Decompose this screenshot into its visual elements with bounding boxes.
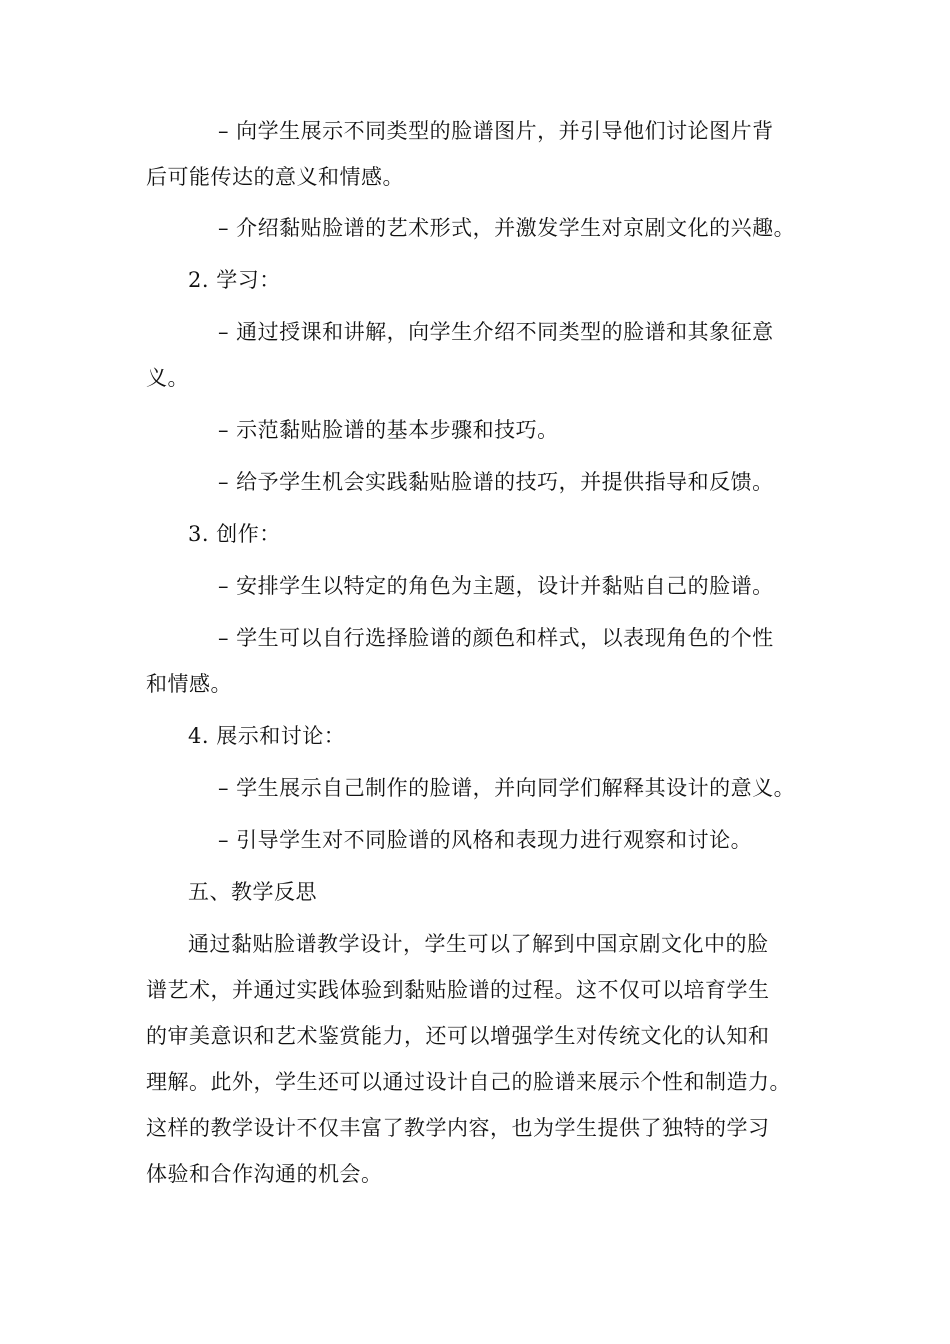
bullet-line: – 给予学生机会实践黏贴脸谱的技巧，并提供指导和反馈。 bbox=[218, 470, 774, 494]
paragraph-line: 的审美意识和艺术鉴赏能力，还可以增强学生对传统文化的认知和 bbox=[146, 1024, 770, 1048]
paragraph-line: 通过黏贴脸谱教学设计，学生可以了解到中国京剧文化中的脸 bbox=[188, 932, 769, 956]
continuation-line: 义。 bbox=[146, 366, 189, 390]
bullet-line: – 学生展示自己制作的脸谱，并向同学们解释其设计的意义。 bbox=[218, 776, 796, 800]
paragraph-line: 理解。此外，学生还可以通过设计自己的脸谱来展示个性和制造力。 bbox=[146, 1070, 791, 1094]
bullet-line: – 向学生展示不同类型的脸谱图片，并引导他们讨论图片背 bbox=[218, 119, 774, 143]
paragraph-line: 体验和合作沟通的机会。 bbox=[146, 1162, 383, 1186]
step-heading: 2. 学习： bbox=[188, 268, 281, 292]
paragraph-line: 谱艺术，并通过实践体验到黏贴脸谱的过程。这不仅可以培育学生 bbox=[146, 978, 770, 1002]
bullet-line: – 介绍黏贴脸谱的艺术形式，并激发学生对京剧文化的兴趣。 bbox=[218, 216, 796, 240]
step-heading: 4. 展示和讨论： bbox=[188, 724, 346, 748]
paragraph-line: 这样的教学设计不仅丰富了教学内容，也为学生提供了独特的学习 bbox=[146, 1116, 770, 1140]
bullet-line: – 示范黏贴脸谱的基本步骤和技巧。 bbox=[218, 418, 559, 442]
bullet-line: – 引导学生对不同脸谱的风格和表现力进行观察和讨论。 bbox=[218, 828, 753, 852]
continuation-line: 后可能传达的意义和情感。 bbox=[146, 165, 404, 189]
section-heading: 五、教学反思 bbox=[188, 880, 317, 904]
continuation-line: 和情感。 bbox=[146, 672, 232, 696]
step-heading: 3. 创作： bbox=[188, 522, 281, 546]
bullet-line: – 学生可以自行选择脸谱的颜色和样式，以表现角色的个性 bbox=[218, 626, 774, 650]
bullet-line: – 安排学生以特定的角色为主题，设计并黏贴自己的脸谱。 bbox=[218, 574, 774, 598]
bullet-line: – 通过授课和讲解，向学生介绍不同类型的脸谱和其象征意 bbox=[218, 320, 774, 344]
